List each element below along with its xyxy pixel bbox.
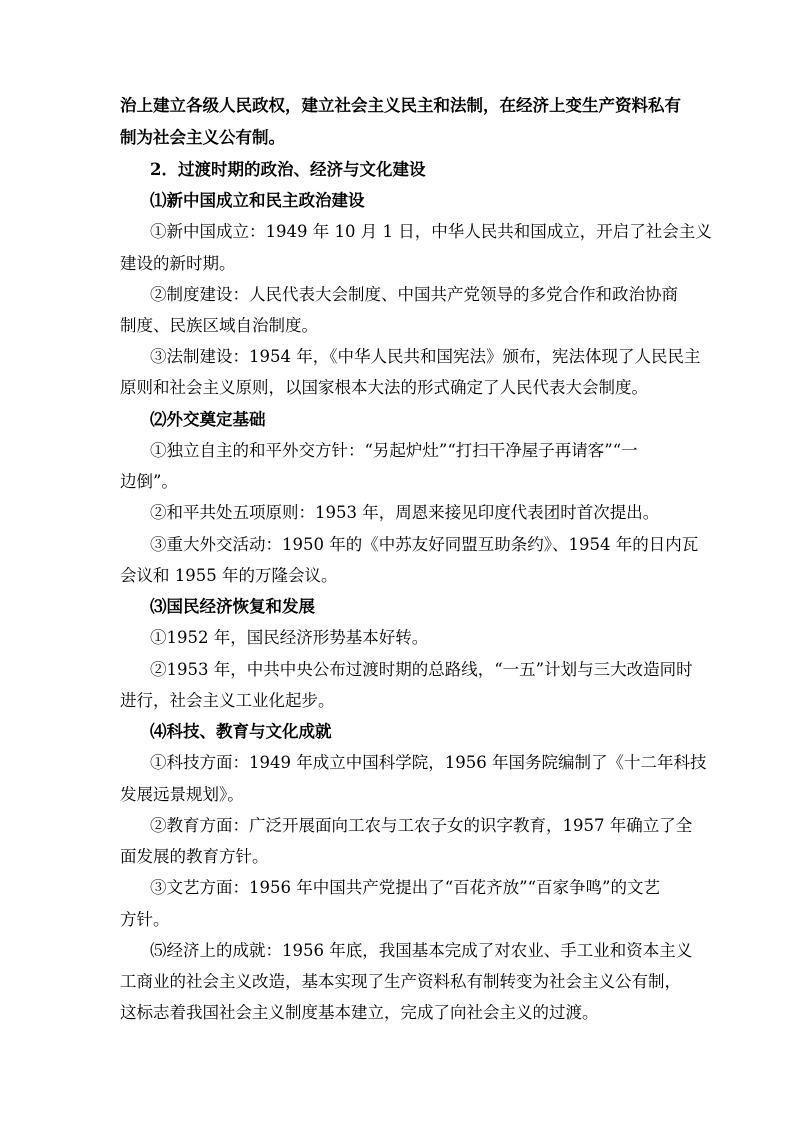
paragraph-line: ②制度建设：人民代表大会制度、中国共产党领导的多党合作和政治协商: [150, 285, 678, 304]
paragraph-line: ②和平共处五项原则：1953 年，周恩来接见印度代表团时首次提出。: [150, 503, 660, 522]
paragraph-line: ③重大外交活动：1950 年的《中苏友好同盟互助条约》、1954 年的日内瓦: [150, 535, 699, 554]
paragraph-line: ⑸经济上的成就：1956 年底，我国基本完成了对农业、手工业和资本主义: [150, 941, 693, 960]
paragraph-line: ①科技方面：1949 年成立中国科学院，1956 年国务院编制了《十二年科技: [150, 753, 707, 772]
paragraph-line: 工商业的社会主义改造，基本实现了生产资料私有制转变为社会主义公有制，: [120, 972, 681, 991]
paragraph-line: ③法制建设：1954 年，《中华人民共和国宪法》颁布，宪法体现了人民民主: [150, 347, 701, 366]
paragraph-line: 这标志着我国社会主义制度基本建立，完成了向社会主义的过渡。: [120, 1003, 599, 1022]
paragraph-line: 进行，社会主义工业化起步。: [120, 691, 335, 710]
subsection-heading: ⑵外交奠定基础: [150, 410, 266, 429]
paragraph-line: ②教育方面：广泛开展面向工农与工农子女的识字教育，1957 年确立了全: [150, 816, 693, 835]
paragraph-line: ②1953 年，中共中央公布过渡时期的总路线，“一五”计划与三大改造同时: [150, 660, 693, 679]
paragraph-line: 方针。: [120, 910, 170, 929]
paragraph-line: ①独立自主的和平外交方针：“另起炉灶”“打扫干净屋子再请客”“一: [150, 441, 638, 460]
paragraph-line: 建设的新时期。: [120, 254, 236, 273]
paragraph-line: 边倒”。: [120, 472, 178, 491]
paragraph-line: 面发展的教育方针。: [120, 847, 269, 866]
paragraph-line: 原则和社会主义原则，以国家根本大法的形式确定了人民代表大会制度。: [120, 378, 648, 397]
subsection-heading: ⑷科技、教育与文化成就: [150, 722, 332, 741]
paragraph-line: 制度、民族区域自治制度。: [120, 316, 318, 335]
paragraph-line: ①新中国成立：1949 年 10 月 1 日，中华人民共和国成立，开启了社会主义: [150, 222, 712, 241]
paragraph-line: 会议和 1955 年的万隆会议。: [120, 566, 338, 585]
paragraph-line: 治上建立各级人民政权，建立社会主义民主和法制，在经济上变生产资料私有: [120, 96, 681, 115]
paragraph-line: 发展远景规划》。: [120, 785, 244, 804]
subsection-heading: ⑶国民经济恢复和发展: [150, 597, 315, 616]
paragraph-line: ①1952 年，国民经济形势基本好转。: [150, 628, 429, 647]
paragraph-line: ③文艺方面：1956 年中国共产党提出了“百花齐放”“百家争鸣”的文艺: [150, 878, 660, 897]
section-heading: 2．过渡时期的政治、经济与文化建设: [150, 160, 426, 179]
subsection-heading: ⑴新中国成立和民主政治建设: [150, 191, 365, 210]
paragraph-line: 制为社会主义公有制。: [120, 128, 285, 147]
